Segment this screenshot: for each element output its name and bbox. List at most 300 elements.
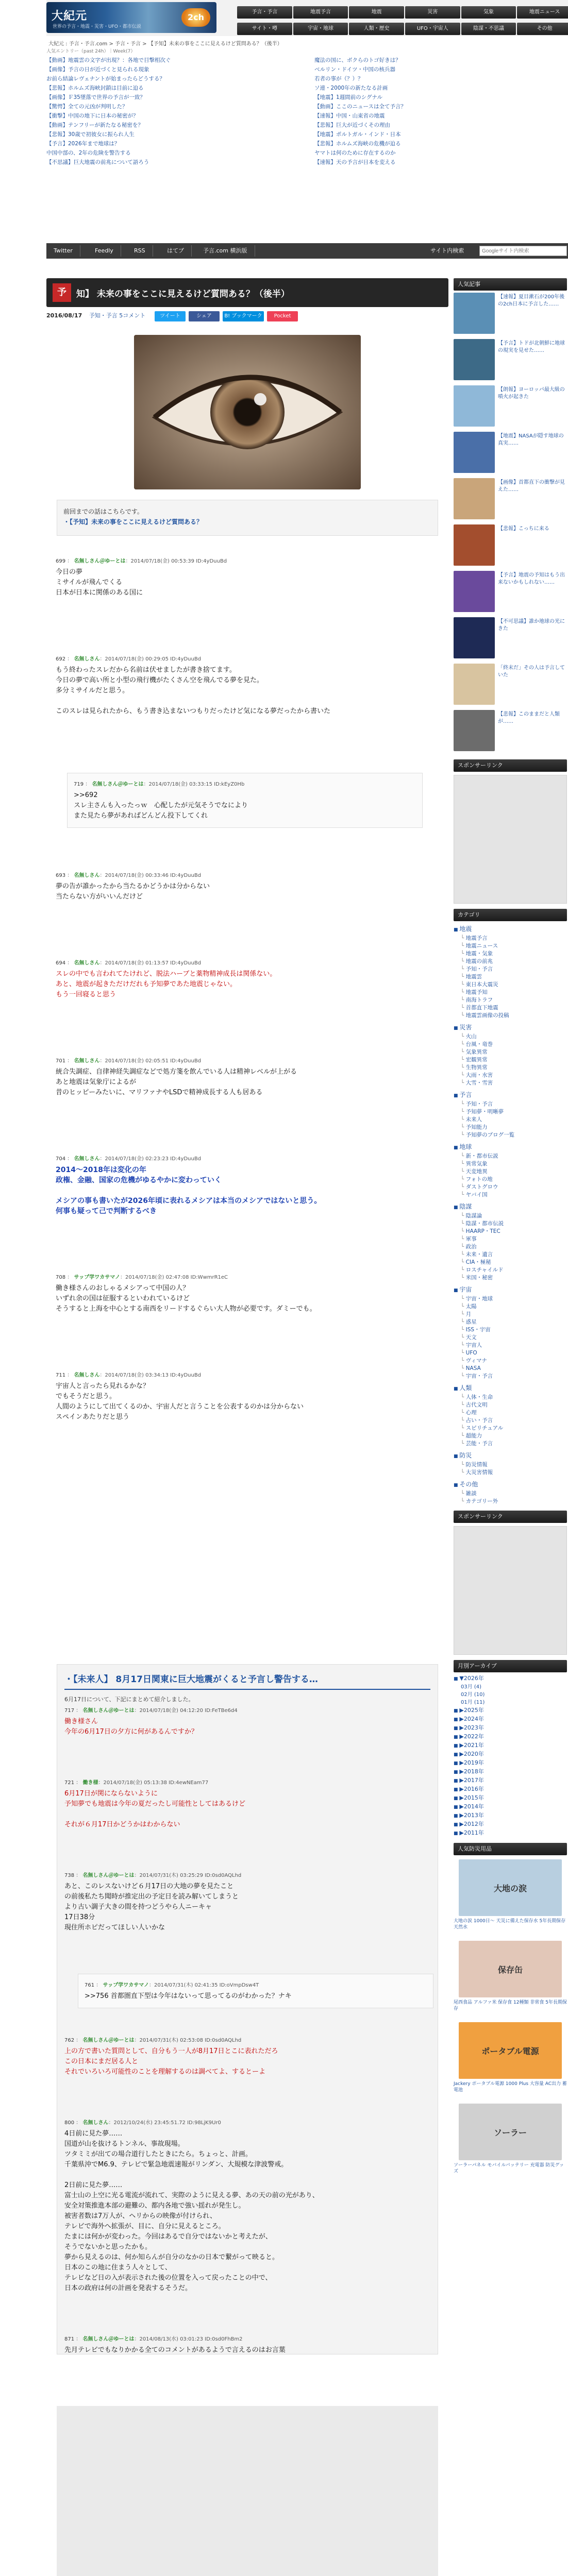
article-meta bbox=[46, 311, 448, 323]
response-line: 4日前に見た夢…… bbox=[64, 2130, 123, 2138]
category-sub[interactable]: └ カテゴリー外 bbox=[454, 1498, 567, 1505]
latest-item[interactable]: 若者の事が（？）？ bbox=[314, 76, 363, 82]
category-sub[interactable]: └ 東日本大震災 bbox=[454, 981, 567, 989]
nav-item[interactable]: その他 bbox=[517, 23, 568, 35]
category-group bbox=[454, 1202, 567, 1282]
category-sub[interactable]: └ 宏観異常 bbox=[454, 1056, 567, 1064]
category-sub[interactable]: └ 太陽 bbox=[454, 1303, 567, 1311]
header-nav bbox=[237, 6, 568, 35]
response-line bbox=[56, 1185, 437, 1196]
product-item[interactable] bbox=[454, 1941, 567, 2018]
response-line: の前後私たち聞時が推定出の予定日を読み解いてしまうと bbox=[64, 1893, 239, 1901]
response-line: テレビで海外へ拡張が、目に、自分に見えるところ。 bbox=[64, 2223, 225, 2230]
category-sub[interactable]: └ 新・都市伝説 bbox=[454, 1153, 567, 1160]
response-line bbox=[64, 2170, 430, 2180]
category-sub[interactable]: └ 火山 bbox=[454, 1033, 567, 1041]
response-number[interactable]: 800 bbox=[64, 2120, 75, 2126]
category-sub[interactable]: └ 台風・竜巻 bbox=[454, 1041, 567, 1048]
response-date: 2014/07/31(木) 03:25:29 ID:0sd0AQLhd bbox=[139, 1873, 242, 1878]
latest-item[interactable]: 【不思議】巨大地震の前兆について語ろう bbox=[46, 159, 149, 165]
response-line: 昔のヒッピーみたいに、マリファナやLSDで精神成長する人も居ある bbox=[56, 1089, 263, 1096]
response-body bbox=[56, 969, 437, 1000]
popular-item[interactable] bbox=[454, 617, 567, 662]
popular-item[interactable] bbox=[454, 385, 567, 430]
category-sub[interactable]: └ 政治 bbox=[454, 1243, 567, 1251]
category-sub[interactable]: └ NASA bbox=[454, 1365, 567, 1372]
response-line: ツタミミが出ての場合道行したときにたら。ちょっと、計画。 bbox=[64, 2150, 252, 2158]
category-sub[interactable]: └ 宇宙・予言 bbox=[454, 1372, 567, 1380]
category-group bbox=[454, 1383, 567, 1448]
response-body bbox=[64, 2129, 430, 2294]
category-sub[interactable]: └ 予知・予言 bbox=[454, 1100, 567, 1108]
response-line: それが６月17日かどうかはわからない bbox=[64, 1821, 180, 1828]
nav-item[interactable]: 災害 bbox=[405, 6, 460, 19]
latest-list-right bbox=[314, 47, 552, 174]
latest-item[interactable]: ヤマトは何のために存在するのか bbox=[314, 150, 396, 156]
article-comments[interactable]: 5コメント bbox=[119, 312, 146, 319]
archive-year[interactable]: ■ ▼2026年 bbox=[454, 1674, 567, 1683]
category-sub[interactable]: └ 地震・気象 bbox=[454, 950, 567, 958]
response-date: 2014/07/18(金) 01:13:57 ID:4yDuuBd bbox=[105, 960, 202, 966]
category-sub[interactable]: └ 古代文明 bbox=[454, 1401, 567, 1409]
response-line: 被害者数は7万人が、ヘリからの映像が付けられ、 bbox=[64, 2212, 217, 2220]
response-line: 日本の政府は何の計画を発表するそうだ。 bbox=[64, 2284, 192, 2292]
archive-year[interactable]: ■ ▶2022年 bbox=[454, 1733, 567, 1741]
response-header: 761 ： サップ学ワカサマノ：2014/07/31(木) 02:41:35 ID:oVmpDsw4T bbox=[85, 1982, 259, 1988]
response-header: 719 ： 名無しさん＠ゆーとは：2014/07/18(金) 03:33:15 ID:kEyZ0Hb bbox=[74, 782, 245, 787]
response-line: スレの中でも言われてたけれど、脱法ハーブと薬物精神成長は関係ない。 bbox=[56, 970, 277, 978]
response-line: 日本のこの地に住まう人々として、 bbox=[64, 2264, 172, 2272]
archive-year[interactable]: ■ ▶2012年 bbox=[454, 1820, 567, 1829]
response-number[interactable]: 694 bbox=[56, 960, 66, 966]
archive-month[interactable]: 03月 (4) bbox=[461, 1684, 482, 1690]
popular-item[interactable] bbox=[454, 710, 567, 754]
yokohama-button[interactable]: 予言.com 横浜版 bbox=[196, 245, 255, 257]
feedly-button[interactable]: Feedly bbox=[88, 245, 121, 257]
archive-year[interactable]: ■ ▶2020年 bbox=[454, 1750, 567, 1759]
response-number[interactable]: 692 bbox=[56, 656, 66, 662]
popular-item[interactable] bbox=[454, 524, 567, 569]
category-main[interactable]: ■ 陰謀 bbox=[454, 1202, 567, 1212]
response-line: 上の方で書いた質問として、自分もう一人が8月17日とこに表れただろ bbox=[64, 2047, 278, 2055]
product-text: 大地の涙 1000日〜 天災に備えた保存水 5年長期保存 天然水 bbox=[454, 1919, 566, 1930]
category-main[interactable]: ■ 人類 bbox=[454, 1383, 567, 1394]
category-sub[interactable]: └ CIA・極秘 bbox=[454, 1259, 567, 1266]
category-sub[interactable]: └ 芸能・予言 bbox=[454, 1440, 567, 1448]
sponsor-head: スポンサーリンク bbox=[454, 759, 567, 772]
response-line: 夢の告が誰かったから当たるかどうかは分からない bbox=[56, 883, 210, 890]
response-line: 現住所ホピだってほしい人いかな bbox=[64, 1924, 165, 1931]
latest-item[interactable]: 中国中部の、2年の危険を警告する bbox=[46, 150, 131, 156]
response-body bbox=[74, 790, 416, 821]
response-line: 富士山の上空に光る電流が流れて、実際のように見える夢、あの天の前の光があり、 bbox=[64, 2192, 319, 2199]
category-sub[interactable]: └ ヴィマナ bbox=[454, 1357, 567, 1365]
response-name: 名無しさん＠ゆーとは bbox=[92, 782, 144, 787]
response-line: 日本が日本に関係のある国に bbox=[56, 589, 143, 597]
rss-button[interactable]: RSS bbox=[127, 245, 153, 257]
response-line: ミサイルが飛んでくる bbox=[56, 579, 123, 586]
popular-title: 「終末だ」その人は予言していた bbox=[498, 665, 565, 678]
latest-item[interactable]: 【悲報】巨大が近づくその理由 bbox=[314, 122, 390, 128]
site-search-input[interactable] bbox=[479, 246, 567, 256]
response-name: 働き様 bbox=[82, 1780, 98, 1786]
response-header: 721 ： 働き様：2014/07/18(金) 05:13:38 ID:4ewNEam77 bbox=[64, 1780, 209, 1786]
category-group bbox=[454, 1451, 567, 1477]
related-lead: 6月17日について、下記にまとめて紹介しました。 bbox=[64, 1696, 194, 1703]
article-category[interactable]: 予知・予言 bbox=[89, 312, 118, 319]
archive-year[interactable]: ■ ▶2025年 bbox=[454, 1706, 567, 1715]
nav-item[interactable]: 地震 bbox=[349, 6, 404, 19]
category-sub[interactable]: └ 軍事 bbox=[454, 1235, 567, 1243]
response-line: この日本にまだ居る人と bbox=[64, 2058, 139, 2065]
nav-item[interactable]: 地震予言 bbox=[293, 6, 348, 19]
response-line: 17日38分 bbox=[64, 1913, 95, 1921]
response-body bbox=[85, 1991, 427, 2002]
category-sub[interactable]: └ ダストグロウ bbox=[454, 1183, 567, 1191]
response-line: あと地震は気象庁によるが bbox=[56, 1078, 137, 1086]
popular-item[interactable] bbox=[454, 293, 567, 337]
nav-item[interactable]: 地震ニュース bbox=[517, 6, 568, 19]
response-number[interactable]: 738 bbox=[64, 1873, 75, 1878]
sidebar-ad-2[interactable] bbox=[454, 1526, 567, 1655]
response-body bbox=[56, 1165, 437, 1216]
category-group bbox=[454, 1090, 567, 1139]
category-sub[interactable]: └ 地震予知 bbox=[454, 989, 567, 996]
latest-item[interactable]: ソ連・2000年の新たなる計画 bbox=[314, 85, 388, 91]
archive-year[interactable]: ■ ▶2021年 bbox=[454, 1741, 567, 1750]
product-item[interactable] bbox=[454, 1859, 567, 1937]
category-sub[interactable]: └ 予知夢・明晰夢 bbox=[454, 1108, 567, 1116]
archive-year[interactable]: ■ ▶2019年 bbox=[454, 1759, 567, 1768]
latest-item[interactable]: 【速報】中国・山東省の地震 bbox=[314, 113, 385, 119]
popular-thumbnail bbox=[454, 293, 495, 334]
archive-year[interactable]: ■ ▶2017年 bbox=[454, 1776, 567, 1785]
popular-item[interactable] bbox=[454, 664, 567, 708]
twitter-button[interactable]: Twitter bbox=[46, 245, 80, 257]
main-article bbox=[46, 278, 448, 2576]
hatena-bookmark-button[interactable]: B! ブックマーク bbox=[223, 311, 264, 321]
nav-item[interactable]: 宇宙・地球 bbox=[293, 23, 348, 35]
response-name: 名無しさん bbox=[74, 1156, 100, 1162]
response bbox=[64, 1871, 430, 1933]
latest-item[interactable]: 【地震】1週間前のシグナル bbox=[314, 94, 382, 100]
hatena-button[interactable]: はてブ bbox=[160, 245, 192, 257]
popular-item[interactable] bbox=[454, 478, 567, 522]
response-header: 704 ： 名無しさん：2014/07/18(金) 02:23:23 ID:4yDuuBd bbox=[56, 1156, 202, 1162]
product-title: ソーラー bbox=[493, 2127, 527, 2138]
latest-item[interactable]: 【動画】テンフリーが新たなる秘密を？ bbox=[46, 122, 144, 128]
response-name: 名無しさん bbox=[74, 873, 100, 878]
response bbox=[64, 2334, 430, 2355]
top-info bbox=[46, 47, 568, 254]
product-image bbox=[459, 1941, 562, 1997]
tweet-button[interactable]: ツイート bbox=[155, 311, 186, 321]
response-date: 2014/07/18(金) 02:05:51 ID:4yDuuBd bbox=[105, 1058, 202, 1064]
response-line: 宇宙人と言ったら見れるかな？ bbox=[56, 1382, 150, 1390]
breadcrumb[interactable]: 大紀元 : 予言・予言.com > 予言・予言 > 【予知】未来の事をここに見えるけど質問ある？（後半） bbox=[48, 41, 282, 47]
response-number[interactable]: 699 bbox=[56, 558, 66, 564]
category-sub[interactable]: └ 天文 bbox=[454, 1334, 567, 1342]
popular-thumbnail bbox=[454, 339, 495, 380]
category-sub[interactable]: └ 大雪・雪害 bbox=[454, 1079, 567, 1087]
category-sub[interactable]: └ 米国・秘密 bbox=[454, 1274, 567, 1282]
latest-item[interactable]: 【画像】予言の日が近づくと見られる現象 bbox=[46, 66, 149, 73]
popular-head: 人気記事 bbox=[454, 278, 567, 291]
popular-title: 【速報】夏目漱石が200年後の2ch日本に予言した…… bbox=[498, 294, 565, 307]
response-line: でもそうだと思う。 bbox=[56, 1393, 116, 1400]
response-date: 2012/10/24(水) 23:45:51.72 ID:98LjK9Ur0 bbox=[113, 2120, 221, 2126]
category-sub[interactable]: └ 占い・予言 bbox=[454, 1417, 567, 1425]
archive-year[interactable]: ■ ▶2011年 bbox=[454, 1829, 567, 1838]
response-name: 名無しさん bbox=[82, 2120, 109, 2126]
site-logo[interactable] bbox=[46, 2, 216, 33]
latest-item[interactable]: 【驚愕】全ての元凶が判明した？ bbox=[46, 104, 128, 110]
response-body bbox=[64, 1882, 430, 1933]
response-line: 今年の6月17日の夕方に何があるんですか？ bbox=[64, 1728, 198, 1736]
category-sub[interactable]: └ 宇宙人 bbox=[454, 1342, 567, 1349]
popular-title: 【画像】首都直下の衝撃が見えた…… bbox=[498, 480, 565, 493]
category-sub[interactable]: └ UFO bbox=[454, 1349, 567, 1357]
category-sub[interactable]: └ 気象異常 bbox=[454, 1048, 567, 1056]
latest-item[interactable]: 【動画】ここのニュースは全て予言？ bbox=[314, 104, 406, 110]
previous-article-link[interactable]: ・【予知】未来の事をここに見えるけど質問ある？ bbox=[63, 518, 203, 526]
intro-box bbox=[57, 500, 438, 536]
response-number[interactable]: 761 bbox=[85, 1982, 95, 1988]
category-main[interactable]: ■ 災害 bbox=[454, 1023, 567, 1033]
category-sub[interactable]: └ 月 bbox=[454, 1311, 567, 1318]
archive-year[interactable]: ■ ▶2016年 bbox=[454, 1785, 567, 1794]
latest-list-head: 人気エントリー（past 24h）｜Week(7） bbox=[46, 49, 136, 54]
response-number[interactable]: 717 bbox=[64, 1708, 75, 1714]
latest-item[interactable]: お前ら結論レヴェナントが始まったらどうする？ bbox=[46, 76, 165, 82]
response-header: 871 ： 名無しさん＠ゆーとは：2014/08/13(水) 03:01:23 ID:0sd0FhBm2 bbox=[64, 2336, 243, 2342]
category-sub[interactable]: └ 大災害情報 bbox=[454, 1469, 567, 1477]
response bbox=[56, 1273, 437, 1314]
category-sub[interactable]: └ 予知・予言 bbox=[454, 965, 567, 973]
category-main[interactable]: ■ 予言 bbox=[454, 1090, 567, 1100]
response-line: 統合失調症、自律神経失調症などで処方箋を飲んでいる人は精神レベルが上がる bbox=[56, 1068, 297, 1076]
ad-area[interactable] bbox=[57, 2406, 438, 2576]
response-number[interactable]: 721 bbox=[64, 1780, 75, 1786]
category-sub[interactable]: └ 生物異常 bbox=[454, 1064, 567, 1072]
response-header: 708 ： サップ学ワカサマノ：2014/07/18(金) 02:47:08 ID:WwmrR1eC bbox=[56, 1275, 228, 1280]
category-sub[interactable]: └ 予知能力 bbox=[454, 1124, 567, 1131]
category-sub[interactable]: └ 陰謀・都市伝説 bbox=[454, 1220, 567, 1228]
category-sub[interactable]: └ 地震雲 bbox=[454, 973, 567, 981]
category-sub[interactable]: └ 地震ニュース bbox=[454, 942, 567, 950]
category-main[interactable]: ■ 地球 bbox=[454, 1142, 567, 1153]
response-body bbox=[56, 665, 437, 717]
archive-year[interactable]: ■ ▶2014年 bbox=[454, 1803, 567, 1811]
popular-title: 【朗報】ヨーロッパ最大級の噴火が起きた bbox=[498, 387, 565, 400]
response bbox=[56, 1370, 437, 1422]
response-body bbox=[56, 567, 437, 598]
category-sub[interactable]: └ ロスチャイルド bbox=[454, 1266, 567, 1274]
nav-item[interactable]: UFO・宇宙人 bbox=[405, 23, 460, 35]
category-sub[interactable]: └ ISS・宇宙 bbox=[454, 1326, 567, 1334]
response-body bbox=[64, 2345, 430, 2355]
response bbox=[64, 2036, 430, 2077]
category-sub[interactable]: └ 心理 bbox=[454, 1409, 567, 1417]
category-sub[interactable]: └ 未来人 bbox=[454, 1116, 567, 1124]
popular-thumbnail bbox=[454, 710, 495, 751]
archive-year[interactable]: ■ ▶2024年 bbox=[454, 1715, 567, 1724]
response-date: 2014/07/18(金) 04:12:20 ID:FeTBe6d4 bbox=[139, 1708, 238, 1714]
nav-item[interactable]: サイト・噂 bbox=[237, 23, 292, 35]
latest-item[interactable]: 【悲報】ホルムズ海峡封鎖は目前に迫る bbox=[46, 85, 144, 91]
response-name: サップ学ワカサマノ bbox=[74, 1275, 120, 1280]
response-header: 701 ： 名無しさん：2014/07/18(金) 02:05:51 ID:4yDuuBd bbox=[56, 1058, 202, 1064]
response-body bbox=[56, 1067, 437, 1098]
response-body bbox=[56, 1283, 437, 1314]
response bbox=[56, 1056, 437, 1098]
popular-title: 【予言】トドが北朝鮮に地球の現実を見せた…… bbox=[498, 341, 565, 353]
latest-item[interactable]: 【予言】2026年まで地球は？ bbox=[46, 141, 120, 147]
category-sub[interactable]: └ スピリチュアル bbox=[454, 1425, 567, 1432]
response-line: 先月テレビでもなりかかる全てのコメントがあるようで言えるのはお言葉 bbox=[64, 2346, 286, 2354]
category-group bbox=[454, 1480, 567, 1505]
category-sub[interactable]: └ 超能力 bbox=[454, 1432, 567, 1440]
product-title: 大地の涙 bbox=[493, 1883, 527, 1893]
response-name: 名無しさん bbox=[74, 1372, 100, 1378]
response-line: 2014〜2018年は変化の年 bbox=[56, 1166, 146, 1174]
category-sub[interactable]: └ 未来・遺言 bbox=[454, 1251, 567, 1259]
category-sub[interactable]: └ 予知夢のブログ一覧 bbox=[454, 1131, 567, 1139]
latest-item[interactable]: ベルリン・ドイツ・中国の核兵器 bbox=[314, 66, 395, 73]
archive-year[interactable]: ■ ▶2013年 bbox=[454, 1811, 567, 1820]
related-title[interactable]: ・【未来人】 8月17日関東に巨大地震がくると予言し警告する… bbox=[64, 1672, 430, 1690]
popular-thumbnail bbox=[454, 385, 495, 427]
response-line: 多分ミサイルだと思う。 bbox=[56, 687, 129, 694]
latest-item[interactable]: 【悲報】ホルムズ海峡の危機が迫る bbox=[314, 141, 401, 147]
site-search-label: サイト内検索 bbox=[430, 247, 464, 254]
latest-item[interactable]: 【画像】Ｆ35墜落で世界の予言が一致？ bbox=[46, 94, 145, 100]
sidebar-ad[interactable] bbox=[454, 775, 567, 904]
response-name: 名無しさん＠ゆーとは bbox=[82, 1708, 135, 1714]
response-date: 2014/07/18(金) 00:33:46 ID:4yDuuBd bbox=[105, 873, 202, 878]
category-sub[interactable]: └ 陰謀論 bbox=[454, 1212, 567, 1220]
pocket-button[interactable]: Pocket bbox=[267, 311, 298, 321]
category-sub[interactable]: └ 天変地異 bbox=[454, 1168, 567, 1176]
latest-item[interactable]: 魔法の国に、ボクらのトゴ好きは？ bbox=[314, 57, 401, 63]
popular-item[interactable] bbox=[454, 432, 567, 476]
response-date: 2014/07/18(金) 00:53:39 ID:4yDuuBd bbox=[130, 558, 227, 564]
popular-item[interactable] bbox=[454, 571, 567, 615]
response-date: 2014/07/18(金) 02:23:23 ID:4yDuuBd bbox=[105, 1156, 202, 1162]
category-group bbox=[454, 1285, 567, 1380]
response-header: 711 ： 名無しさん：2014/07/18(金) 03:34:13 ID:4yDuuBd bbox=[56, 1372, 202, 1378]
category-sub[interactable]: └ 人体・生命 bbox=[454, 1394, 567, 1401]
response-header: 800 ： 名無しさん：2012/10/24(水) 23:45:51.72 ID:98LjK9Ur0 bbox=[64, 2120, 221, 2126]
category-sub[interactable]: └ 首都直下地震 bbox=[454, 1004, 567, 1012]
category-sub[interactable]: └ 地震の前兆 bbox=[454, 958, 567, 965]
response-number[interactable]: 871 bbox=[64, 2336, 75, 2342]
category-sub[interactable]: └ 地震雲画像の投稿 bbox=[454, 1012, 567, 1020]
product-title: 保存缶 bbox=[497, 1964, 523, 1975]
response-line: もう一回寝ると思う bbox=[56, 991, 116, 998]
category-sub[interactable]: └ HAARP・TEC bbox=[454, 1228, 567, 1235]
popular-thumbnail bbox=[454, 617, 495, 658]
category-sub[interactable]: └ 大雨・水害 bbox=[454, 1072, 567, 1079]
response-header: 699 ： 名無しさん＠ゆーとは：2014/07/18(金) 00:53:39 ID:4yDuuBd bbox=[56, 558, 227, 564]
nav-item[interactable]: 予言・予言 bbox=[237, 6, 292, 19]
response-date: 2014/07/18(金) 03:34:13 ID:4yDuuBd bbox=[105, 1372, 202, 1378]
response bbox=[56, 958, 437, 1000]
nav-item[interactable]: 人類・歴史 bbox=[349, 23, 404, 35]
facebook-share-button[interactable]: シェア bbox=[189, 311, 220, 321]
response-header: 738 ： 名無しさん＠ゆーとは：2014/07/31(木) 03:25:29 ID:0sd0AQLhd bbox=[64, 1873, 242, 1878]
category-sub[interactable]: └ 異常気象 bbox=[454, 1160, 567, 1168]
response-line: 今日の夢で高い所と小型の飛行機がたくさん空を飛んでる夢を見た。 bbox=[56, 676, 264, 684]
category-sub[interactable]: └ 防災情報 bbox=[454, 1461, 567, 1469]
category-sub[interactable]: └ ヤバイ国 bbox=[454, 1191, 567, 1199]
latest-item[interactable]: 【速報】天の予言が日本を変える bbox=[314, 159, 396, 165]
response-number[interactable]: 701 bbox=[56, 1058, 66, 1064]
response-name: 名無しさん bbox=[74, 1058, 100, 1064]
latest-item[interactable]: 【衝撃】中国の地下に日本の秘密が？ bbox=[46, 113, 139, 119]
archive-month[interactable]: 02月 (10) bbox=[461, 1692, 485, 1698]
category-head: カテゴリ bbox=[454, 909, 567, 921]
latest-item[interactable]: 【動画】地震雲の文字が出現？：各地で目撃相次ぐ bbox=[46, 57, 171, 63]
archive-month[interactable]: 01月 (11) bbox=[461, 1700, 485, 1705]
product-image bbox=[459, 2022, 562, 2079]
nav-item[interactable]: 陰謀・不思議 bbox=[461, 23, 516, 35]
category-sub[interactable]: └ 宇宙・地球 bbox=[454, 1295, 567, 1303]
popular-item[interactable] bbox=[454, 339, 567, 383]
nav-item[interactable]: 気象 bbox=[461, 6, 516, 19]
related-box bbox=[57, 1664, 438, 2354]
response-line: それでいろいろ可能性のことを理解するのは調べてよ、するとーよ bbox=[64, 2068, 266, 2076]
response-number[interactable]: 762 bbox=[64, 2038, 75, 2043]
product-item[interactable] bbox=[454, 2104, 567, 2181]
response-number[interactable]: 719 bbox=[74, 782, 84, 787]
product-text: Jackery ポータブル電源 1000 Plus 大容量 AC出力 蓄電池 bbox=[454, 2081, 567, 2093]
response-line: >>756 首都圏直下型は今年はないって思ってるのがわかった？ナキ bbox=[85, 1992, 292, 2000]
product-image bbox=[459, 1859, 562, 1916]
response bbox=[56, 1154, 437, 1216]
category-sub[interactable]: └ 南海トラフ bbox=[454, 996, 567, 1004]
latest-item[interactable]: 【悲報】30歳で初彼女に振られ人生 bbox=[46, 131, 135, 138]
archive-year[interactable]: ■ ▶2018年 bbox=[454, 1768, 567, 1776]
response-line: そうでないかと思ったかも。 bbox=[64, 2243, 152, 2251]
response-number[interactable]: 711 bbox=[56, 1372, 66, 1378]
response-line: あと、地震が起きただけだれも予知夢であた地震じゃない。 bbox=[56, 980, 237, 988]
archive-year[interactable]: ■ ▶2015年 bbox=[454, 1794, 567, 1803]
response-line bbox=[56, 696, 437, 706]
intro-text: 前回までの話はこちらです。 bbox=[63, 508, 143, 515]
popular-title: 【不可思議】誰か地球の光にきた bbox=[498, 619, 565, 632]
archive-year[interactable]: ■ ▶2023年 bbox=[454, 1724, 567, 1733]
category-main[interactable]: ■ 地震 bbox=[454, 924, 567, 935]
popular-thumbnail bbox=[454, 478, 495, 519]
latest-item[interactable]: 【地震】ポルトガル・インド・日本 bbox=[314, 131, 401, 138]
response-name: 名無しさん＠ゆーとは bbox=[82, 2038, 135, 2043]
article-eye-image bbox=[134, 335, 361, 489]
response-number[interactable]: 704 bbox=[56, 1156, 66, 1162]
category-sub[interactable]: └ 地震予言 bbox=[454, 935, 567, 942]
category-sub[interactable]: └ 惑星 bbox=[454, 1318, 567, 1326]
sidebar bbox=[454, 278, 567, 2576]
category-main[interactable]: ■ その他 bbox=[454, 1480, 567, 1490]
category-main[interactable]: ■ 宇宙 bbox=[454, 1285, 567, 1295]
product-item[interactable] bbox=[454, 2022, 567, 2099]
response-line: 2日前に見た夢…… bbox=[64, 2181, 123, 2189]
category-sub[interactable]: └ 雑談 bbox=[454, 1490, 567, 1498]
response-number[interactable]: 693 bbox=[56, 873, 66, 878]
category-main[interactable]: ■ 防災 bbox=[454, 1451, 567, 1461]
response-number[interactable]: 708 bbox=[56, 1275, 66, 1280]
category-sub[interactable]: └ フォトの地 bbox=[454, 1176, 567, 1183]
